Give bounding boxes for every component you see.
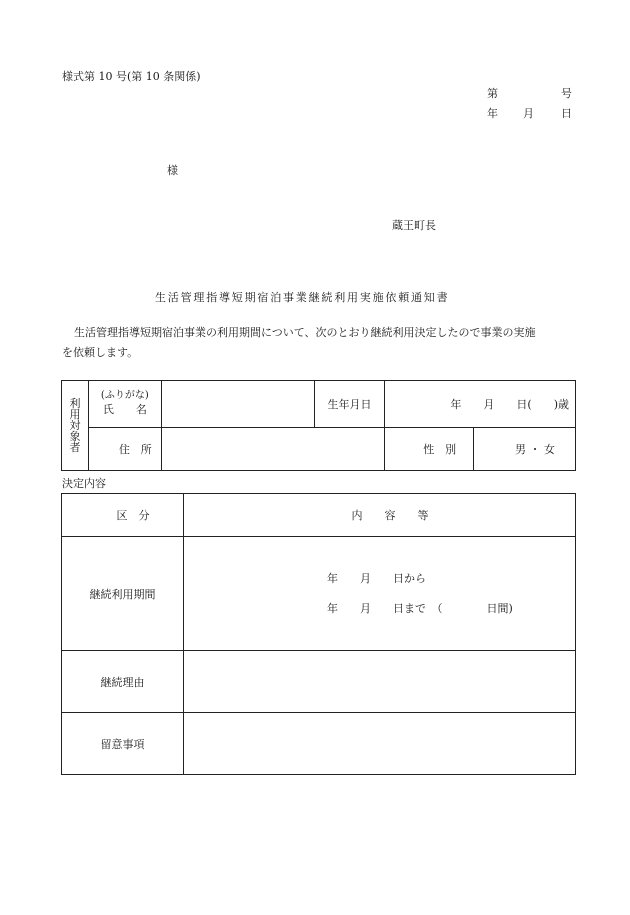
gender-label: 性 別: [423, 443, 457, 456]
category-header-label: 区 分: [116, 509, 150, 522]
date-day-label: 日: [561, 107, 572, 120]
body-text-line1: 生活管理指導短期宿泊事業の利用期間について、次のとおり継続利用決定したので事業の実施: [74, 326, 536, 339]
address-label: 住 所: [118, 443, 152, 456]
birthdate-value: 年 月 日( )歳: [450, 398, 569, 411]
form-number: 様式第 10 号(第 10 条関係): [62, 70, 201, 83]
name-field[interactable]: [161, 381, 314, 428]
name-label-cell: [88, 381, 161, 428]
furigana-label: (ふりがな): [100, 390, 149, 401]
document-title: 生活管理指導短期宿泊事業継続利用実施依頼通知書: [155, 291, 450, 304]
gender-label-cell: [385, 428, 474, 471]
address-label-cell: [88, 428, 161, 471]
content-header-label: 内 容 等: [351, 509, 429, 522]
subject-group-label: 利用対象者: [69, 397, 81, 454]
notes-label: 留意事項: [100, 737, 145, 751]
date-year-label: 年: [487, 107, 498, 120]
decision-section-label: 決定内容: [62, 477, 106, 490]
period-end: 年 月 日まで （ 日間): [327, 601, 513, 615]
birthdate-label-cell: [314, 381, 385, 428]
period-start: 年 月 日から: [327, 571, 426, 585]
notes-label-cell: [62, 713, 184, 775]
reason-label: 継続理由: [100, 675, 145, 689]
gender-value: 男 ・ 女: [515, 443, 556, 456]
birthdate-field[interactable]: [385, 381, 576, 428]
period-field[interactable]: [184, 537, 576, 651]
address-field[interactable]: [161, 428, 385, 471]
sender-title: 蔵王町長: [392, 219, 436, 232]
subject-table: [61, 380, 576, 471]
decision-table: [61, 493, 576, 775]
content-header: [184, 494, 576, 537]
date-month-label: 月: [523, 107, 534, 120]
document-number-suffix: 号: [561, 87, 572, 100]
addressee-honorific: 様: [167, 164, 178, 177]
reason-field[interactable]: [184, 651, 576, 713]
subject-group-cell: [62, 381, 89, 471]
period-label-cell: [62, 537, 184, 651]
notes-field[interactable]: [184, 713, 576, 775]
category-header: [62, 494, 184, 537]
reason-label-cell: [62, 651, 184, 713]
period-label: 継続利用期間: [89, 587, 156, 601]
body-text-line2: を依頼します。: [62, 346, 139, 359]
gender-field[interactable]: [474, 428, 576, 471]
name-label: 氏 名: [102, 403, 147, 416]
birthdate-label: 生年月日: [327, 398, 372, 411]
document-number-prefix: 第: [487, 87, 498, 100]
